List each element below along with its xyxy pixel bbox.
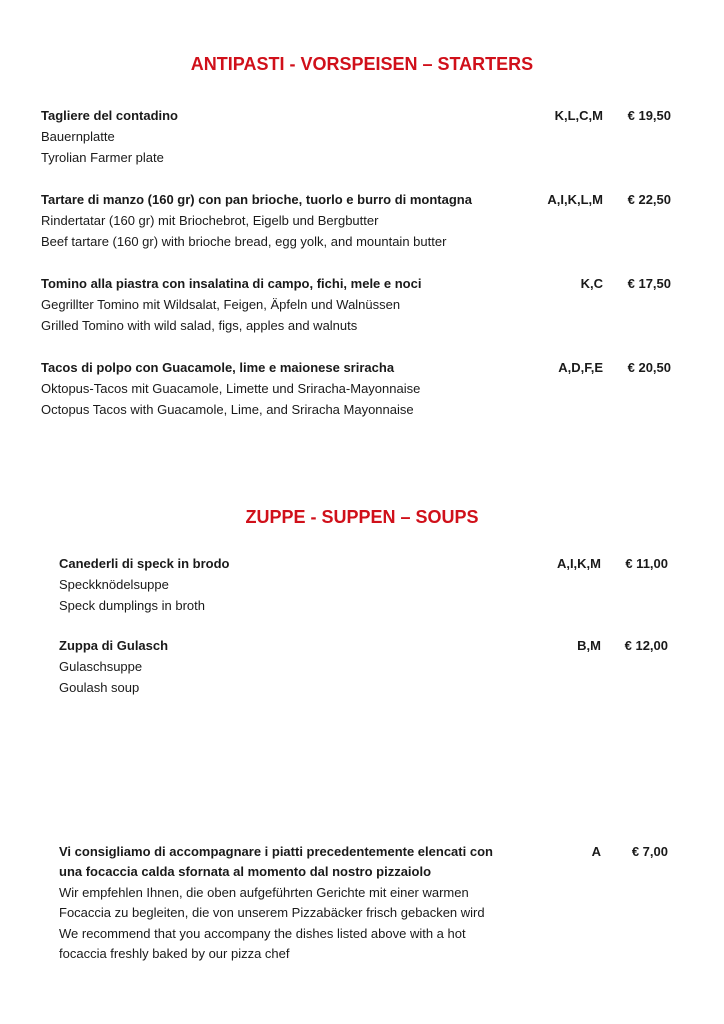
- dish-german: Rindertatar (160 gr) mit Briochebrot, Eigelb und Bergbutter: [41, 213, 379, 228]
- allergen-codes: K,L,C,M: [554, 108, 603, 123]
- price: € 12,00: [624, 638, 668, 653]
- allergen-codes: A,I,K,M: [556, 556, 601, 571]
- dish-english: Goulash soup: [59, 680, 140, 695]
- dish-german: Oktopus-Tacos mit Guacamole, Limette und Sriracha-Mayonnaise: [41, 381, 421, 396]
- price: € 22,50: [627, 192, 671, 207]
- price: € 17,50: [627, 276, 671, 291]
- dish-title: Zuppa di Gulasch: [59, 638, 169, 653]
- focaccia-german-line-1: Wir empfehlen Ihnen, die oben aufgeführten Gerichte mit einer warmen: [59, 885, 469, 900]
- dish-title: Canederli di speck in brodo: [59, 556, 230, 571]
- menu-item: [41, 274, 671, 338]
- price: € 7,00: [631, 844, 668, 859]
- focaccia-title-line-1: Vi consigliamo di accompagnare i piatti precedentemente elencati con: [59, 844, 493, 859]
- dish-german: Bauernplatte: [41, 129, 115, 144]
- focaccia-english-line-1: We recommend that you accompany the dishes listed above with a hot: [59, 926, 466, 941]
- dish-english: Speck dumplings in broth: [59, 598, 205, 613]
- allergen-codes: A: [591, 844, 601, 859]
- section-heading-soups: ZUPPE - SUPPEN – SOUPS: [245, 507, 479, 527]
- allergen-codes: K,C: [580, 276, 603, 291]
- dish-english: Tyrolian Farmer plate: [41, 150, 164, 165]
- price: € 19,50: [627, 108, 671, 123]
- focaccia-german-line-2: Focaccia zu begleiten, die von unserem Pizzabäcker frisch gebacken wird: [59, 905, 485, 920]
- menu-item: [41, 358, 671, 422]
- menu-item: [59, 636, 668, 700]
- menu-item: [41, 190, 671, 254]
- focaccia-recommendation: [59, 842, 668, 968]
- dish-english: Grilled Tomino with wild salad, figs, apples and walnuts: [41, 318, 358, 333]
- dish-title: Tagliere del contadino: [41, 108, 179, 123]
- menu-item: [59, 554, 668, 618]
- dish-german: Gulaschsuppe: [59, 659, 143, 674]
- allergen-codes: A,D,F,E: [558, 360, 603, 375]
- dish-english: Octopus Tacos with Guacamole, Lime, and Sriracha Mayonnaise: [41, 402, 414, 417]
- dish-title: Tacos di polpo con Guacamole, lime e maionese sriracha: [41, 360, 395, 375]
- focaccia-title-line-2: una focaccia calda sfornata al momento dal nostro pizzaiolo: [59, 864, 432, 879]
- price: € 20,50: [627, 360, 671, 375]
- dish-german: Gegrillter Tomino mit Wildsalat, Feigen, Äpfeln und Walnüssen: [41, 297, 401, 312]
- price: € 11,00: [625, 556, 668, 571]
- dish-german: Speckknödelsuppe: [59, 577, 169, 592]
- menu-item: [41, 106, 671, 170]
- dish-title: Tomino alla piastra con insalatina di campo, fichi, mele e noci: [41, 276, 422, 291]
- allergen-codes: B,M: [577, 638, 601, 653]
- dish-title: Tartare di manzo (160 gr) con pan brioche, tuorlo e burro di montagna: [41, 192, 472, 207]
- dish-english: Beef tartare (160 gr) with brioche bread, egg yolk, and mountain butter: [41, 234, 447, 249]
- focaccia-english-line-2: focaccia freshly baked by our pizza chef: [59, 946, 290, 961]
- allergen-codes: A,I,K,L,M: [547, 192, 603, 207]
- section-heading-starters: ANTIPASTI - VORSPEISEN – STARTERS: [190, 54, 534, 74]
